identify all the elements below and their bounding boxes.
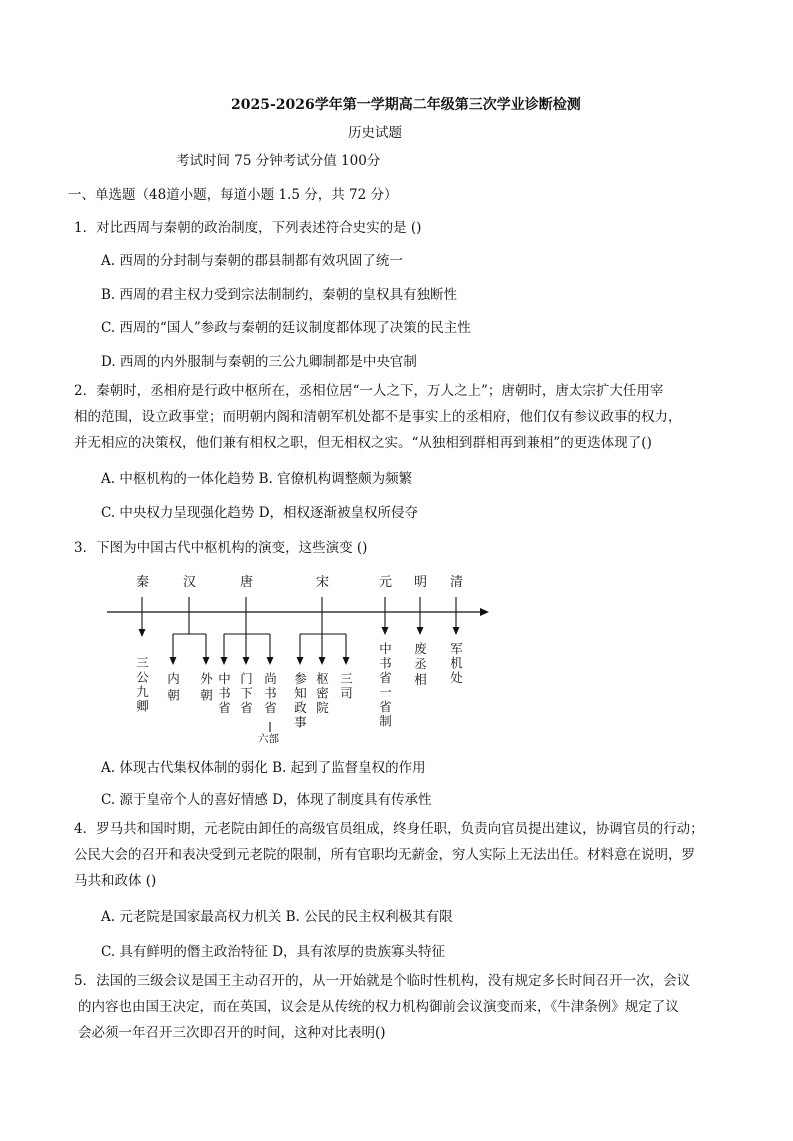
question-2-option-ab: A. 中枢机构的一体化趋势 B. 官僚机构调整颇为频繁 bbox=[101, 471, 413, 487]
question-1-option-d: D. 西周的内外服制与秦朝的三公九卿制都是中央官制 bbox=[101, 354, 417, 370]
inst-junjichu: 军机处 bbox=[448, 642, 464, 686]
inst-neichao: 内朝 bbox=[165, 672, 181, 705]
inst-sansi: 三司 bbox=[338, 672, 354, 701]
dynasty-yuan: 元 bbox=[379, 575, 393, 590]
dynasty-ming: 明 bbox=[414, 575, 428, 590]
inst-liubu: 六部 bbox=[258, 733, 279, 745]
dynasty-tang: 唐 bbox=[240, 575, 254, 590]
question-1-stem: 1．对比西周与秦朝的政治制度，下列表述符合史实的是 () bbox=[74, 220, 422, 236]
section-heading: 一、单选题（48道小题，每道小题 1.5 分，共 72 分） bbox=[68, 187, 398, 203]
dynasty-qin: 秦 bbox=[136, 575, 150, 590]
question-4-option-ab: A. 元老院是国家最高权力机关 B. 公民的民主权利极其有限 bbox=[101, 909, 453, 925]
dynasty-han: 汉 bbox=[183, 575, 197, 590]
central-institutions-diagram bbox=[100, 568, 500, 748]
timeline-axis bbox=[107, 608, 489, 616]
inst-menxia: 门下省 bbox=[238, 672, 254, 716]
inst-waichao: 外朝 bbox=[198, 672, 214, 705]
inst-zhongshu: 中书省 bbox=[216, 672, 232, 716]
question-4-stem: 4．罗马共和国时期，元老院由卸任的高级官员组成，终身任职，负责向官员提出建议，协调官员的行动； 公民大会的召开和表决受到元老院的限制，所有官职均无薪金，穷人实际上无法出任。材料意在说明，罗 马共和政体 () bbox=[74, 821, 704, 889]
dynasty-song: 宋 bbox=[316, 575, 330, 590]
question-2-stem: 2．秦朝时，丞相府是行政中枢所在，丞相位居“一人之下，万人之上”；唐朝时，唐太宗扩大任用宰 相的范围，设立政事堂；而明朝内阁和清朝军机处都不是事实上的丞相府，他们仅有参议政事的权力， 并无相应的决策权，他们兼有相权之职，但无相权之实。“从独相到群相再到兼相”的更迭体现了() bbox=[74, 383, 682, 451]
question-1-option-b: B. 西周的君主权力受到宗法制制约，秦朝的皇权具有独断性 bbox=[101, 287, 458, 303]
exam-info: 考试时间 75 分钟考试分值 100分 bbox=[176, 153, 381, 169]
inst-shangshu: 尚书省 bbox=[262, 672, 278, 716]
question-1-option-c: C. 西周的“国人”参政与秦朝的廷议制度都体现了决策的民主性 bbox=[101, 320, 471, 336]
question-4-option-cd: C. 具有鲜明的僭主政治特征 D，具有浓厚的贵族寡头特征 bbox=[101, 944, 446, 960]
question-1-option-a: A. 西周的分封制与秦朝的郡县制都有效巩固了统一 bbox=[101, 253, 403, 269]
question-5-stem: 5．法国的三级会议是国王主动召开的，从一开始就是个临时性机构，没有规定多长时间召开一次，会议 的内容也由国王决定，而在英国，议会是从传统的权力机构御前会议演变而来，《牛津条例》规定了议 会必须一年召开三次即召开的时间，这种对比表明() bbox=[74, 973, 691, 1041]
question-3-option-ab: A. 体现古代集权体制的弱化 B. 起到了监督皇权的作用 bbox=[101, 760, 426, 776]
exam-subtitle: 历史试题 bbox=[348, 125, 402, 141]
exam-title: 2025-2026学年第一学期高二年级第三次学业诊断检测 bbox=[231, 97, 581, 113]
question-3-option-cd: C. 源于皇帝个人的喜好情感 D，体现了制度具有传承性 bbox=[101, 792, 432, 808]
question-3-stem: 3．下图为中国古代中枢机构的演变，这些演变 () bbox=[74, 540, 368, 556]
inst-yuan-zhongshu: 中书省一省制 bbox=[377, 642, 393, 729]
inst-fei-chengxiang: 废丞相 bbox=[412, 642, 428, 689]
inst-sangong-jiuqing: 三公九卿 bbox=[134, 656, 150, 714]
dynasty-qing: 清 bbox=[450, 575, 464, 590]
inst-shumiyuan: 枢密院 bbox=[314, 672, 330, 716]
question-2-option-cd: C. 中央权力呈现强化趋势 D，相权逐渐被皇权所侵夺 bbox=[101, 505, 419, 521]
inst-canzhi-zhengshi: 参知政事 bbox=[292, 672, 308, 730]
